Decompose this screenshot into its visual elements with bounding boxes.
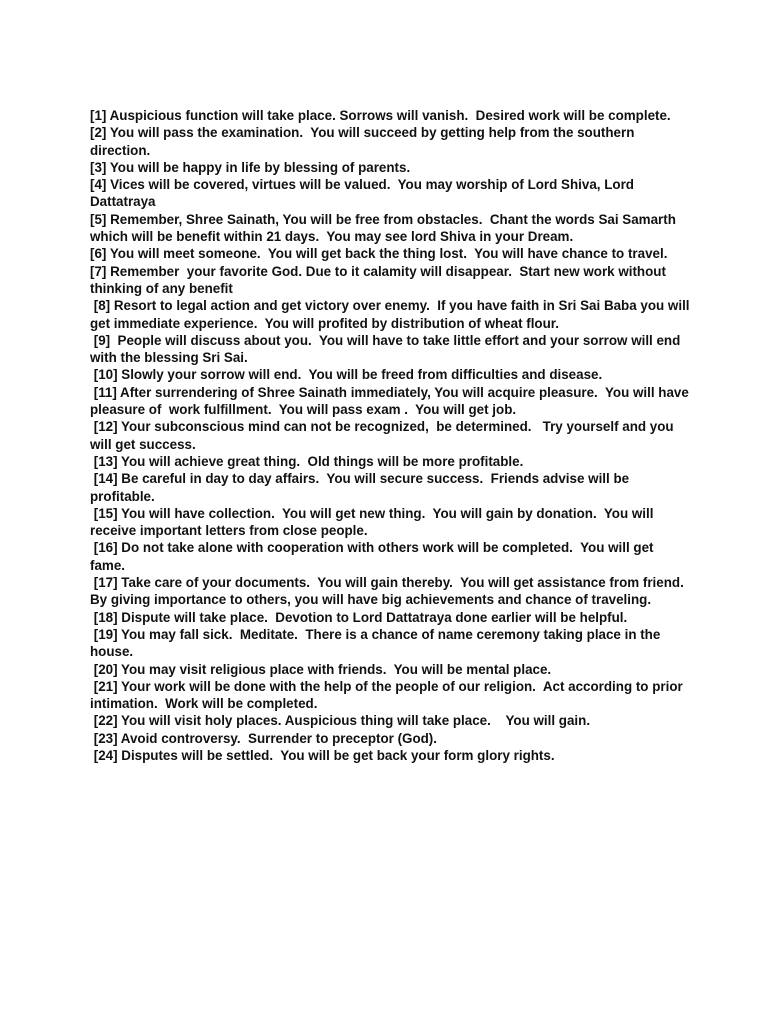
entry-8: [8] Resort to legal action and get victory over enemy. If you have faith in Sri Sai Baba you will get immediate experience. You will profited by distribution of wheat flour. bbox=[90, 298, 694, 331]
entry-2: [2] You will pass the examination. You will succeed by getting help from the southern direction. bbox=[90, 125, 639, 158]
entry-7: [7] Remember your favorite God. Due to it calamity will disappear. Start new work without thinking of any benefit bbox=[90, 263, 670, 296]
entry-22: [22] You will visit holy places. Auspicious thing will take place. You will gain. bbox=[90, 713, 591, 729]
entry-15: [15] You will have collection. You will get new thing. You will gain by donation. You will receive important letters from close people. bbox=[90, 505, 658, 539]
entry-4: [4] Vices will be covered, virtues will be valued. You may worship of Lord Shiva, Lord Dattatraya bbox=[90, 177, 638, 210]
entry-13: [13] You will achieve great thing. Old things will be more profitable. bbox=[90, 453, 524, 469]
entry-5: [5] Remember, Shree Sainath, You will be free from obstacles. Chant the words Sai Samarth which will be benefit within 21 days. You may see lord Shiva in your Dream. bbox=[90, 211, 680, 245]
entry-16: [16] Do not take alone with cooperation with others work will be completed. You will get fame. bbox=[90, 540, 658, 573]
document-body bbox=[90, 107, 694, 764]
entry-23: [23] Avoid controversy. Surrender to preceptor (God). bbox=[90, 730, 437, 746]
entry-9: [9] People will discuss about you. You will have to take little effort and your sorrow will end with the blessing Sri Sai. bbox=[90, 332, 685, 366]
entry-3: [3] You will be happy in life by blessing of parents. bbox=[90, 159, 411, 175]
entry-14: [14] Be careful in day to day affairs. You will secure success. Friends advise will be profitable. bbox=[90, 471, 633, 504]
entry-20: [20] You may visit religious place with friends. You will be mental place. bbox=[90, 661, 552, 677]
entry-12: [12] Your subconscious mind can not be recognized, be determined. Try yourself and you will get success. bbox=[90, 419, 678, 452]
entry-6: [6] You will meet someone. You will get back the thing lost. You will have chance to travel. bbox=[90, 246, 668, 262]
entry-21: [21] Your work will be done with the help of the people of our religion. Act according to prior intimation. Work will be completed. bbox=[90, 678, 687, 712]
entry-18: [18] Dispute will take place. Devotion to Lord Dattatraya done earlier will be helpful. bbox=[90, 609, 628, 625]
entry-17: [17] Take care of your documents. You will gain thereby. You will get assistance from friend. By giving importance to others, you will have big achievements and chance of traveling. bbox=[90, 575, 692, 608]
entry-11: [11] After surrendering of Shree Sainath immediately, You will acquire pleasure. You will have pleasure of work fulfillment. You will pass exam . You will get job. bbox=[90, 384, 693, 418]
entry-24: [24] Disputes will be settled. You will be get back your form glory rights. bbox=[90, 747, 555, 763]
entry-19: [19] You may fall sick. Meditate. There is a chance of name ceremony taking place in the house. bbox=[90, 626, 665, 660]
entry-1: [1] Auspicious function will take place. Sorrows will vanish. Desired work will be complete. bbox=[90, 108, 671, 123]
entry-10: [10] Slowly your sorrow will end. You will be freed from difficulties and disease. bbox=[90, 367, 603, 383]
